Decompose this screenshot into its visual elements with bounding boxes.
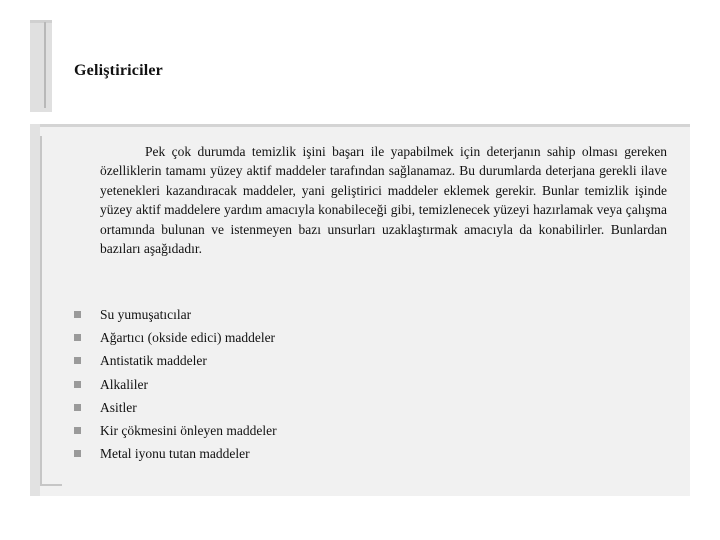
title-decor-top: [30, 20, 52, 23]
title-decor-line: [44, 22, 46, 108]
list-item: [74, 326, 277, 349]
slide-title: Geliştiriciler: [74, 62, 163, 79]
square-bullet-icon: [74, 427, 81, 434]
content-decor-edge: [30, 124, 40, 496]
list-item-label: Su yumuşatıcılar: [100, 307, 192, 322]
list-item: [74, 373, 277, 396]
content-decor-line: [40, 136, 42, 486]
list-item-label: Metal iyonu tutan maddeler: [100, 446, 250, 462]
title-decor-bar: [30, 20, 52, 112]
list-item-label: Antistatik maddeler: [100, 353, 207, 369]
list-item: [74, 303, 277, 326]
list-item-label: Asitler: [100, 399, 137, 415]
body-paragraph: Pek çok durumda temizlik işini başarı ile yapabilmek için deterjanın sahip olması gereken özelliklerin tamamı yüzey aktif maddeler tarafından sağlanamaz. Bu durumlarda deterjana gerekli ilave yetenekleri kazandıracak maddeler, yani geliştirici maddeler eklemek gerekir. Bunlar temizlik işinde yüzey aktif maddelere yardım amacıyla konabileceği gibi, temizlenecek yüzeyi hazırlamak veya çalışma ortamında bulunan ve istenmeyen bazı unsurları uzaklaştırmak amacıyla da konabilirler. Bunlardan bazıları aşağıdadır.: [100, 144, 667, 257]
square-bullet-icon: [74, 334, 81, 341]
square-bullet-icon: [74, 404, 81, 411]
list-item-label: Ağartıcı (okside edici) maddeler: [100, 330, 276, 346]
list-item-label: Alkaliler: [100, 376, 148, 392]
square-bullet-icon: [74, 450, 81, 457]
square-bullet-icon: [74, 311, 81, 318]
content-decor-bottom: [40, 484, 62, 486]
list-item-label: Kir çökmesini önleyen maddeler: [100, 422, 277, 438]
list-item: [74, 396, 277, 419]
list-item: [74, 419, 277, 442]
square-bullet-icon: [74, 357, 81, 364]
list-item: [74, 442, 277, 465]
square-bullet-icon: [74, 381, 81, 388]
bullet-list: [74, 303, 277, 465]
content-decor-top: [30, 124, 690, 127]
list-item: [74, 349, 277, 372]
